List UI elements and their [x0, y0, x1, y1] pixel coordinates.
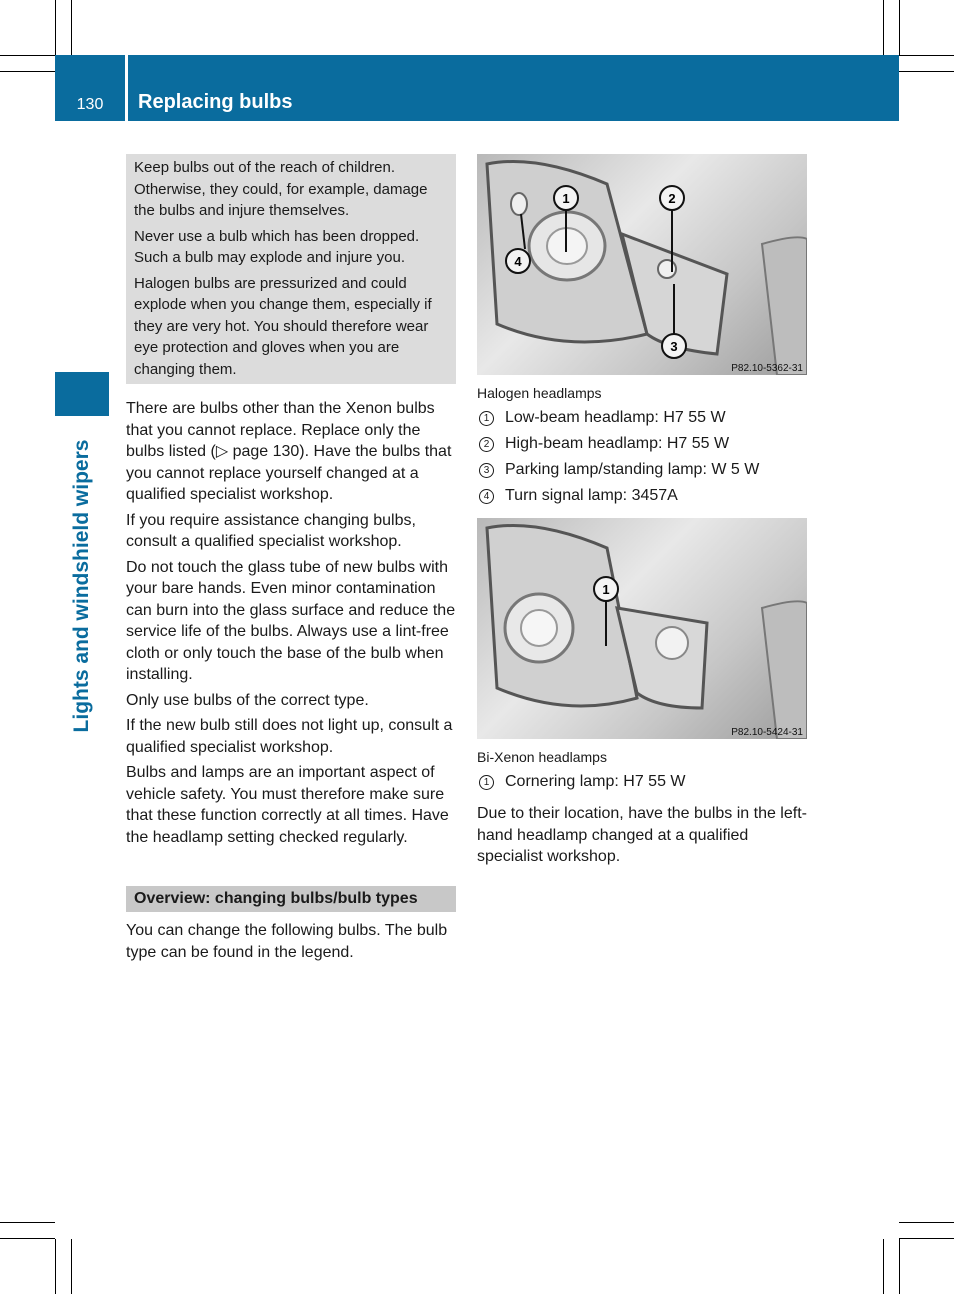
page-number: 130: [76, 96, 104, 113]
legend-number: 4: [479, 489, 494, 504]
section-heading: Overview: changing bulbs/bulb types: [126, 886, 456, 912]
crop-mark: [899, 1239, 900, 1294]
chapter-tab: [55, 372, 109, 416]
warning-paragraph: Never use a bulb which has been dropped. Such a bulb may explode and injure you.: [134, 227, 420, 266]
callout-1-icon: [594, 577, 618, 601]
body-paragraph: If you require assistance changing bulbs, consult a qualified specialist workshop.: [126, 511, 416, 550]
svg-text:2: 2: [668, 191, 676, 206]
halogen-legend: [477, 405, 807, 509]
crop-mark: [899, 1238, 954, 1239]
svg-text:3: 3: [670, 339, 678, 354]
crop-mark: [55, 1239, 56, 1294]
page-title: Replacing bulbs: [138, 91, 293, 113]
warning-box: [126, 154, 456, 384]
crop-mark: [55, 0, 56, 55]
legend-item: [477, 457, 807, 483]
body-paragraph: Bulbs and lamps are an important aspect of vehicle safety. You must therefore make sure that these function correctly at all times. Have the headlamp setting checked regularly.: [126, 764, 449, 846]
legend-number: 1: [479, 411, 494, 426]
halogen-caption: Halogen headlamps: [477, 385, 602, 401]
crop-mark: [0, 1222, 55, 1223]
crop-mark: [71, 1239, 72, 1294]
body-paragraph: There are bulbs other than the Xenon bulbs that you cannot replace. Replace only the bulbs listed (▷ page 130). Have the bulbs that you cannot replace yourself changed at a qualified specialist workshop.: [126, 400, 452, 503]
note-text: Due to their location, have the bulbs in the left-hand headlamp changed at a qualified specialist workshop.: [477, 805, 807, 865]
bixenon-headlamp-illustration: [477, 518, 807, 739]
crop-mark: [883, 1239, 884, 1294]
halogen-headlamp-photo: [477, 154, 807, 375]
crop-mark: [0, 55, 55, 56]
legend-text: Turn signal lamp: 3457A: [505, 487, 678, 504]
left-column: [126, 154, 456, 967]
legend-number: 3: [479, 463, 494, 478]
legend-text: High-beam headlamp: H7 55 W: [505, 435, 730, 452]
note-block: [477, 803, 807, 868]
callout-4-icon: [506, 249, 530, 273]
legend-number: 2: [479, 437, 494, 452]
crop-mark: [883, 0, 884, 55]
bixenon-legend: [477, 769, 807, 795]
body-paragraph: Only use bulbs of the correct type.: [126, 691, 369, 709]
legend-text: Parking lamp/standing lamp: W 5 W: [505, 461, 760, 478]
bixenon-headlamp-photo: [477, 518, 807, 739]
crop-mark: [899, 71, 954, 72]
body-paragraph: If the new bulb still does not light up, consult a qualified specialist workshop.: [126, 717, 453, 756]
image-code: P82.10-5424-31: [731, 727, 803, 738]
svg-text:1: 1: [602, 582, 610, 597]
callout-1-icon: [554, 186, 578, 210]
image-code: P82.10-5362-31: [731, 363, 803, 374]
crop-mark: [899, 0, 900, 55]
crop-mark: [0, 71, 55, 72]
callout-3-icon: [662, 334, 686, 358]
warning-paragraph: Halogen bulbs are pressurized and could explode when you change them, especially if they are very hot. You should therefore wear eye protection and gloves when you are changing them.: [134, 274, 432, 378]
right-column: [477, 154, 807, 868]
svg-text:4: 4: [514, 254, 522, 269]
crop-mark: [71, 0, 72, 55]
legend-text: Cornering lamp: H7 55 W: [505, 773, 686, 790]
page-header: [55, 55, 899, 121]
halogen-headlamp-illustration: [477, 154, 807, 375]
bixenon-caption: Bi-Xenon headlamps: [477, 749, 607, 765]
legend-item: [477, 405, 807, 431]
chapter-title: Lights and windshield wipers: [70, 439, 93, 733]
warning-paragraph: Keep bulbs out of the reach of children. Otherwise, they could, for example, damage the bulbs and injure themselves.: [134, 159, 428, 219]
legend-number: 1: [479, 775, 494, 790]
crop-mark: [0, 1238, 55, 1239]
legend-item: [477, 769, 807, 795]
legend-text: Low-beam headlamp: H7 55 W: [505, 409, 726, 426]
svg-text:1: 1: [562, 191, 570, 206]
crop-mark: [899, 55, 954, 56]
body-text: [126, 398, 456, 848]
section-text-block: [126, 920, 456, 963]
legend-item: [477, 483, 807, 509]
callout-2-icon: [660, 186, 684, 210]
crop-mark: [899, 1222, 954, 1223]
legend-item: [477, 431, 807, 457]
body-paragraph: Do not touch the glass tube of new bulbs with your bare hands. Even minor contamination can burn into the glass surface and reduce the service life of the bulbs. Always use a lint-free cloth or only touch the base of the bulb when installing.: [126, 558, 456, 683]
header-divider: [125, 55, 128, 121]
section-text: You can change the following bulbs. The bulb type can be found in the legend.: [126, 922, 448, 961]
